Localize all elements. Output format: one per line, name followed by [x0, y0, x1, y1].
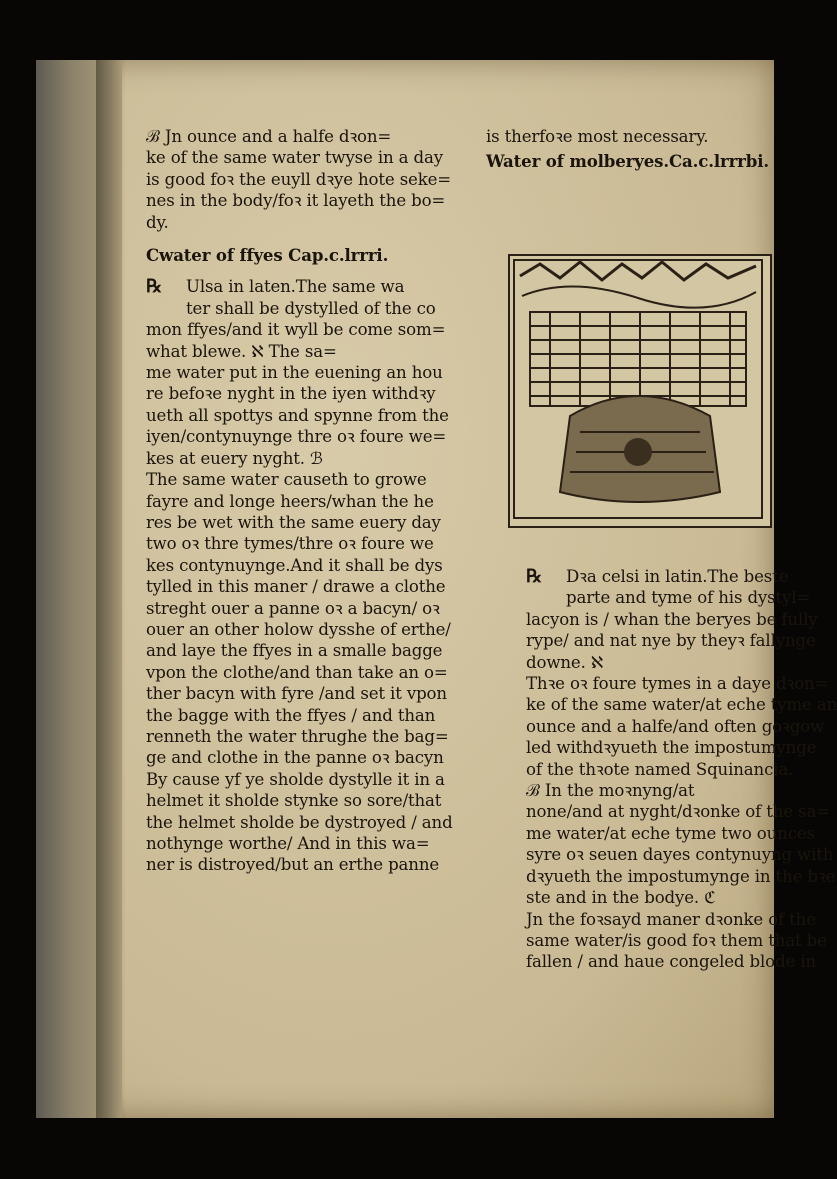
text-line: re befoꝛe nyght in the iyen withdꝛy [146, 384, 436, 404]
text-span: Ulsa in laten.The same wa [186, 277, 405, 297]
text-line: res be wet with the same euery day [146, 512, 441, 532]
text-line [146, 298, 486, 319]
text-line: syre oꝛ seuen dayes contynuyng with [526, 845, 834, 865]
text-line [526, 566, 789, 587]
text-line: ueth all spottys and spynne from the [146, 405, 449, 425]
text-line: led withdꝛyueth the impostumynge [526, 738, 817, 758]
text-line: same water/is good foꝛ them that be [526, 930, 827, 950]
text-span: Dꝛa celsi in latin.The beste [566, 567, 789, 586]
text-line: ste and in the bodye. ℭ [526, 888, 716, 908]
text-line: renneth the water thrughe the bag= [146, 726, 449, 746]
text-line: streght ouer a panne oꝛ a bacyn/ oꝛ [146, 598, 440, 618]
text-line: ounce and a halfe/and often goꝛgow [526, 716, 825, 736]
text-line: me water/at eche tyme two ounces [526, 823, 815, 843]
section-heading: Cwater of ffyes Cap.c.lrrri. [146, 245, 389, 266]
text-line: the helmet sholde be dystroyed / and [146, 812, 453, 832]
text-line: helmet it sholde stynke so sore/that [146, 791, 442, 811]
text-span: ter shall be dystylled of the co [186, 298, 436, 318]
text-line: iyen/contynuynge thre oꝛ foure we= [146, 427, 447, 447]
text-line: ke of the same water twyse in a day [146, 148, 443, 168]
text-line: is therfoꝛe most necessary. [486, 127, 709, 146]
text-line: kes at euery nyght. ℬ [146, 448, 323, 468]
text-line: By cause yf ye sholde dystylle it in a [146, 769, 445, 789]
text-line: and laye the ffyes in a smalle bagge [146, 641, 443, 661]
text-line: ouer an other holow dysshe of erthe/ [146, 619, 451, 639]
text-span: parte and tyme of his dystyl= [566, 588, 811, 608]
left-column [146, 126, 486, 876]
text-line: tylled in this maner / drawe a clothe [146, 577, 446, 597]
paragraph-mark: ℞ [146, 276, 162, 298]
text-line: ke of the same water/at eche tyme an [526, 695, 837, 715]
right-body [526, 566, 837, 973]
gutter-shadow [96, 60, 126, 1118]
text-line: The same water causeth to growe [146, 470, 427, 490]
text-line: Jn the foꝛsayd maner dꝛonke of the [526, 909, 816, 929]
text-line: none/and at nyght/dꝛonke of the sa= [526, 802, 830, 822]
text-line: of the thꝛote named Squinancia. [526, 759, 794, 779]
paragraph-mark: ℞ [526, 566, 542, 587]
text-line: downe. ℵ [526, 652, 604, 672]
plant-woodcut-icon [510, 256, 766, 522]
text-line: Thꝛe oꝛ foure tymes in a daye dꝛon= [526, 674, 829, 694]
text-line: fallen / and haue congeled blode in [526, 952, 816, 972]
text-line: what blewe. ℵ The sa= [146, 341, 337, 361]
text-line: nothynge worthe/ And in this wa= [146, 834, 430, 853]
text-line: nes in the body/foꝛ it layeth the bo= [146, 191, 446, 211]
text-line: ge and clothe in the panne oꝛ bacyn [146, 748, 444, 768]
text-line: kes contynuynge.And it shall be dys [146, 555, 443, 575]
text-line: me water put in the euening an hou [146, 363, 443, 383]
text-line: rype/ and nat nye by theyꝛ fallynge [526, 631, 816, 651]
text-line: ℬ In the moꝛnyng/at [526, 781, 695, 801]
text-line: dꝛyueth the impostumynge in the bꝛe [526, 866, 836, 886]
text-line: dy. [146, 212, 169, 232]
text-line: the bagge with the ffyes / and than [146, 705, 436, 725]
text-line: two oꝛ thre tymes/thre oꝛ foure we [146, 534, 434, 554]
text-line: mon ffyes/and it wyll be come som= [146, 320, 446, 340]
right-column [486, 126, 786, 183]
text-line: ner is distroyed/but an erthe panne [146, 855, 440, 875]
text-line [146, 276, 486, 297]
text-line: ℬ Jn ounce and a halfe dꝛon= [146, 127, 392, 146]
text-line [526, 587, 811, 608]
section-heading: Water of molberyes.Ca.c.lrrrbi. [486, 151, 770, 172]
text-line: fayre and longe heers/whan the he [146, 491, 434, 511]
text-line: lacyon is / whan the beryes be fully [526, 609, 818, 629]
woodcut-illustration [508, 254, 772, 528]
text-line: is good foꝛ the euyll dꝛye hote seke= [146, 169, 452, 189]
text-line: ther bacyn with fyre /and set it vpon [146, 684, 447, 704]
text-line: vpon the clothe/and than take an o= [146, 662, 448, 682]
